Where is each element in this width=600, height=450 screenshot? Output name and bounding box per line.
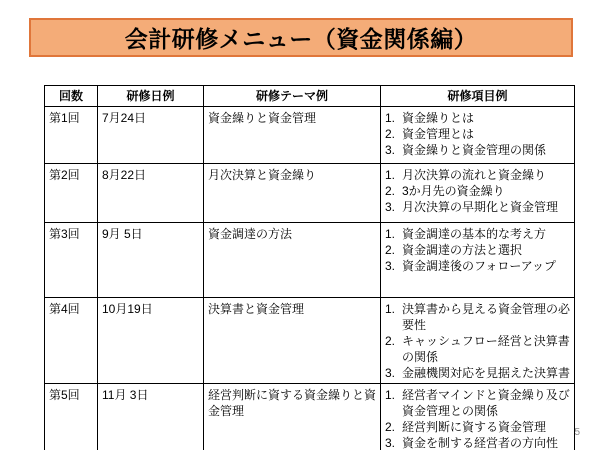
item-number: 2. xyxy=(385,184,396,198)
column-header: 研修項目例 xyxy=(381,86,575,107)
items-cell xyxy=(381,223,575,298)
training-item xyxy=(385,301,571,333)
item-text: 資金管理とは xyxy=(402,127,475,141)
date-cell: 10月19日 xyxy=(98,298,204,384)
item-number: 2. xyxy=(385,243,396,257)
training-item xyxy=(385,435,571,450)
table-row xyxy=(45,164,575,223)
training-item xyxy=(385,333,571,365)
table-row xyxy=(45,298,575,384)
training-item xyxy=(385,199,571,215)
training-item xyxy=(385,226,571,242)
items-cell xyxy=(381,107,575,164)
items-cell xyxy=(381,384,575,450)
table-row xyxy=(45,107,575,164)
slide-title-bar xyxy=(29,18,573,57)
item-text: 資金調達の基本的な考え方 xyxy=(402,227,547,241)
item-text: キャッシュフロー経営と決算書の関係 xyxy=(402,334,570,364)
training-menu-table xyxy=(44,85,575,450)
training-item xyxy=(385,387,571,419)
item-text: 経営者マインドと資金繰り及び資金管理との関係 xyxy=(402,388,570,418)
item-text: 決算書から見える資金管理の必要性 xyxy=(402,302,571,332)
date-cell: 7月24日 xyxy=(98,107,204,164)
session-cell: 第2回 xyxy=(45,164,98,223)
item-text: 資金を制する経営者の方向性 xyxy=(402,436,559,450)
training-item xyxy=(385,183,571,199)
session-cell: 第3回 xyxy=(45,223,98,298)
item-number: 2. xyxy=(385,420,396,434)
table-row xyxy=(45,223,575,298)
item-number: 3. xyxy=(385,366,396,380)
header-row xyxy=(45,86,575,107)
item-text: 経営判断に資する資金管理 xyxy=(402,420,547,434)
item-number: 3. xyxy=(385,436,396,450)
date-cell: 11月 3日 xyxy=(98,384,204,450)
theme-cell: 資金調達の方法 xyxy=(204,223,381,298)
item-text: 資金調達の方法と選択 xyxy=(402,243,523,257)
item-text: 金融機関対応を見据えた決算書 xyxy=(402,366,571,380)
item-number: 3. xyxy=(385,143,396,157)
date-cell: 8月22日 xyxy=(98,164,204,223)
training-item xyxy=(385,110,571,126)
item-number: 1. xyxy=(385,302,396,316)
item-number: 2. xyxy=(385,127,396,141)
theme-cell: 月次決算と資金繰り xyxy=(204,164,381,223)
item-text: 資金繰りとは xyxy=(402,111,475,125)
session-cell: 第4回 xyxy=(45,298,98,384)
slide-title: 会計研修メニュー（資金関係編） xyxy=(124,26,478,52)
training-item xyxy=(385,242,571,258)
training-item xyxy=(385,167,571,183)
column-header: 研修テーマ例 xyxy=(204,86,381,107)
item-text: 資金調達後のフォローアップ xyxy=(402,259,556,273)
page-number: 5 xyxy=(574,427,580,438)
item-number: 3. xyxy=(385,200,396,214)
item-text: 月次決算の流れと資金繰り xyxy=(402,168,547,182)
item-number: 1. xyxy=(385,168,396,182)
session-cell: 第1回 xyxy=(45,107,98,164)
date-cell: 9月 5日 xyxy=(98,223,204,298)
item-number: 2. xyxy=(385,334,396,348)
theme-cell: 経営判断に資する資金繰りと資金管理 xyxy=(204,384,381,450)
items-cell xyxy=(381,164,575,223)
item-text: 資金繰りと資金管理の関係 xyxy=(402,143,547,157)
training-item xyxy=(385,126,571,142)
training-item xyxy=(385,142,571,158)
item-number: 3. xyxy=(385,259,396,273)
session-cell: 第5回 xyxy=(45,384,98,450)
item-text: 月次決算の早期化と資金管理 xyxy=(402,200,559,214)
training-item xyxy=(385,365,571,381)
item-number: 1. xyxy=(385,111,396,125)
table-row xyxy=(45,384,575,450)
training-item xyxy=(385,419,571,435)
column-header: 回数 xyxy=(45,86,98,107)
theme-cell: 決算書と資金管理 xyxy=(204,298,381,384)
column-header: 研修日例 xyxy=(98,86,204,107)
items-cell xyxy=(381,298,575,384)
theme-cell: 資金繰りと資金管理 xyxy=(204,107,381,164)
item-number: 1. xyxy=(385,227,396,241)
item-number: 1. xyxy=(385,388,396,402)
item-text: 3か月先の資金繰り xyxy=(402,184,505,198)
training-item xyxy=(385,258,571,274)
table-body xyxy=(45,107,575,450)
